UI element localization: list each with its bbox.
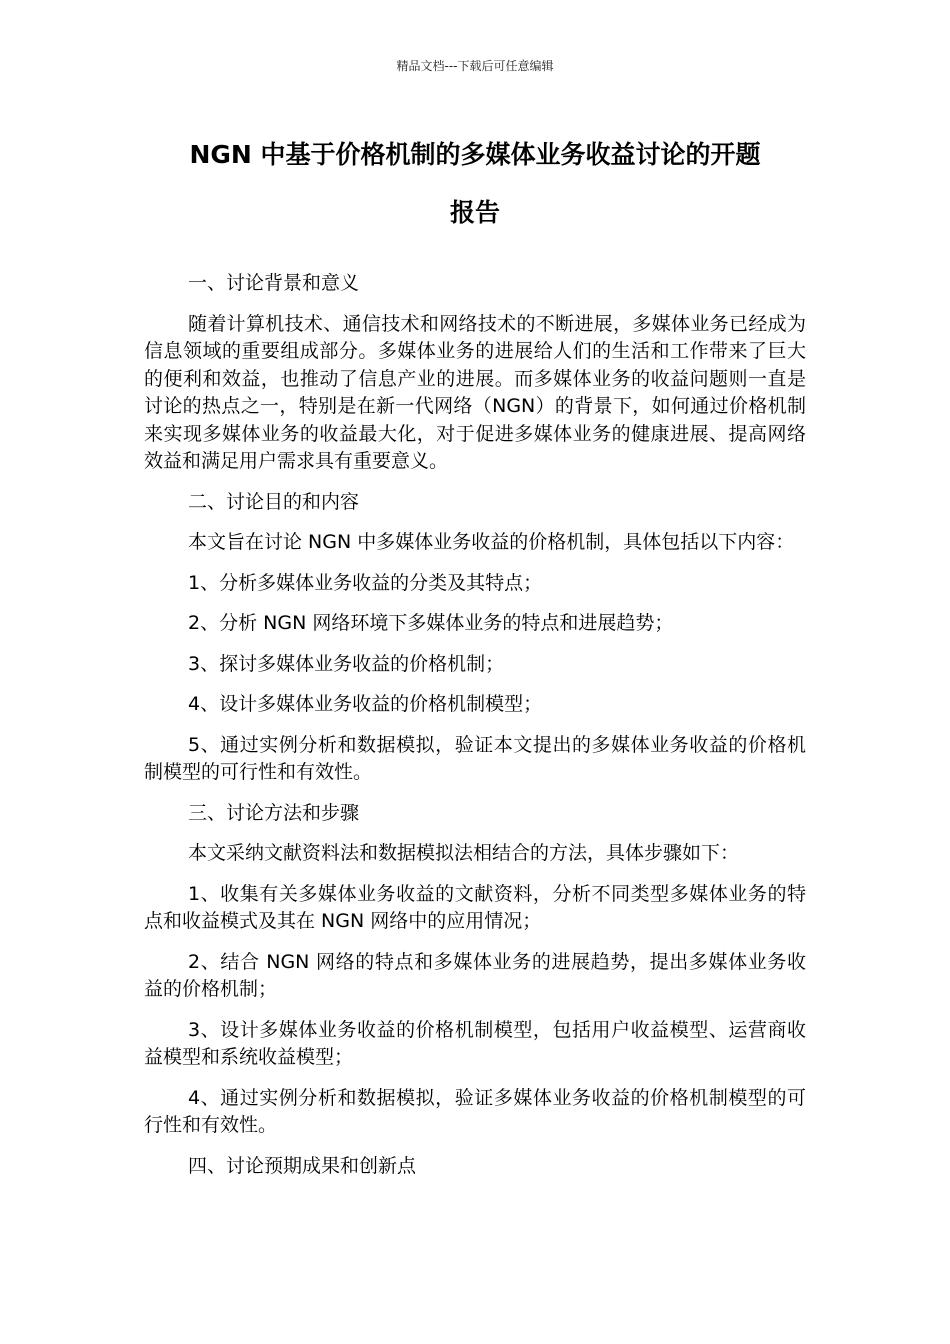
list-item: 1、收集有关多媒体业务收益的文献资料，分析不同类型多媒体业务的特点和收益模式及其在 NGN 网络中的应用情况； xyxy=(144,882,806,932)
section-heading-purpose: 二、讨论目的和内容 xyxy=(188,490,360,513)
section-heading-methods: 三、讨论方法和步骤 xyxy=(188,801,360,824)
list-item: 5、通过实例分析和数据模拟，验证本文提出的多媒体业务收益的价格机制模型的可行性和有效性。 xyxy=(144,733,806,783)
document-title-line-1: NGN 中基于价格机制的多媒体业务收益讨论的开题 xyxy=(189,140,761,169)
list-item: 2、结合 NGN 网络的特点和多媒体业务的进展趋势，提出多媒体业务收益的价格机制； xyxy=(144,950,806,1000)
list-item: 3、探讨多媒体业务收益的价格机制； xyxy=(188,652,505,675)
header-note: 精品文档---下载后可任意编辑 xyxy=(396,59,554,73)
section-heading-outcomes: 四、讨论预期成果和创新点 xyxy=(188,1154,417,1177)
list-item: 4、设计多媒体业务收益的价格机制模型； xyxy=(188,693,543,715)
paragraph-background: 随着计算机技术、通信技术和网络技术的不断进展，多媒体业务已经成为信息领域的重要组成部分。多媒体业务的进展给人们的生活和工作带来了巨大的便利和效益，也推动了信息产业的进展。而多媒体业务的收益问题则一直是讨论的热点之一，特别是在新一代网络（NGN）的背景下，如何通过价格机制来实现多媒体业务的收益最大化，对于促进多媒体业务的健康进展、提高网络效益和满足用户需求具有重要意义。 xyxy=(144,312,806,472)
document-title-line-2: 报告 xyxy=(449,198,500,227)
document-body xyxy=(144,270,806,1193)
list-item: 3、设计多媒体业务收益的价格机制模型，包括用户收益模型、运营商收益模型和系统收益模型； xyxy=(144,1018,806,1068)
list-item: 1、分析多媒体业务收益的分类及其特点； xyxy=(188,571,543,594)
paragraph-purpose-intro: 本文旨在讨论 NGN 中多媒体业务收益的价格机制，具体包括以下内容： xyxy=(188,531,795,553)
list-item: 2、分析 NGN 网络环境下多媒体业务的特点和进展趋势； xyxy=(188,612,674,634)
paragraph-methods-intro: 本文采纳文献资料法和数据模拟法相结合的方法，具体步骤如下： xyxy=(188,842,740,864)
section-heading-background: 一、讨论背景和意义 xyxy=(188,272,360,294)
list-item: 4、通过实例分析和数据模拟，验证多媒体业务收益的价格机制模型的可行性和有效性。 xyxy=(144,1086,806,1136)
